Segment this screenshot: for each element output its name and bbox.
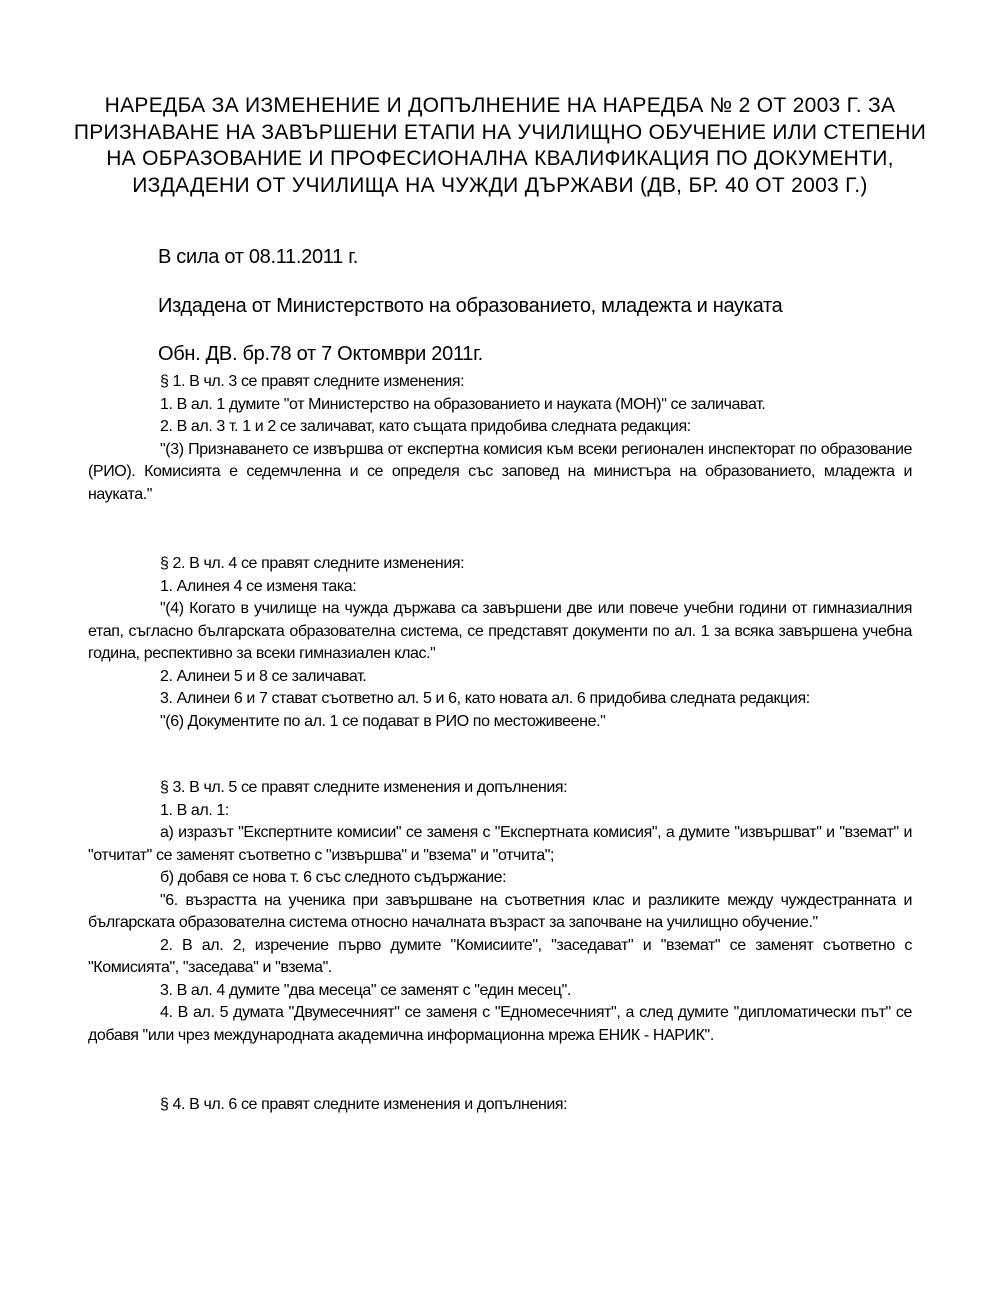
section-3-heading: § 3. В чл. 5 се правят следните изменения и допълнения: bbox=[160, 779, 568, 796]
section-3-quote: "6. възрастта на ученика при завършване на съответния клас и разликите между чуждестранната и българската образователна система относно началната възраст за започване на училищно обучение." bbox=[88, 891, 912, 931]
section-2-quote: "(4) Когато в училище на чужда държава са завършени две или повече учебни години от гимназиалния етап, съгласно българската образователна система, се представят документи по ал. 1 за всяка завършена учебна година, респективно за всеки гимназиален клас." bbox=[88, 600, 912, 662]
issuing-authority: Издадена от Министерството на образованието, младежта и науката bbox=[158, 295, 783, 317]
section-3-item-3: 3. В ал. 4 думите "два месеца" се заменят с "един месец". bbox=[160, 981, 571, 999]
spacer bbox=[88, 506, 912, 551]
document-title: НАРЕДБА ЗА ИЗМЕНЕНИЕ И ДОПЪЛНЕНИЕ НА НАРЕДБА № 2 ОТ 2003 Г. ЗА ПРИЗНАВАНЕ НА ЗАВЪРШЕНИ ЕТАПИ НА УЧИЛИЩНО ОБУЧЕНИЕ ИЛИ СТЕПЕНИ НА ОБРАЗОВАНИЕ И ПРОФЕСИОНАЛНА КВАЛИФИКАЦИЯ ПО ДОКУМЕНТИ, ИЗДАДЕНИ ОТ УЧИЛИЩА НА ЧУЖДИ ДЪРЖАВИ (ДВ, БР. 40 ОТ 2003 Г.) bbox=[73, 94, 927, 197]
section-3-item-1: 1. В ал. 1: bbox=[160, 801, 229, 819]
publication-info: Обн. ДВ. бр.78 от 7 Октомври 2011г. bbox=[158, 343, 483, 365]
in-force-date: В сила от 08.11.2011 г. bbox=[158, 246, 359, 268]
section-3-item-2: 2. В ал. 2, изречение първо думите "Комисиите", "заседават" и "вземат" се заменят съответно с "Комисията", "заседава" и "взема". bbox=[88, 936, 912, 976]
section-1-heading: § 1. В чл. 3 се правят следните изменения: bbox=[160, 373, 465, 390]
section-1-item-1: 1. В ал. 1 думите "от Министерство на образованието и науката (МОН)" се заличават. bbox=[160, 395, 766, 413]
section-2-item-3: 3. Алинеи 6 и 7 стават съответно ал. 5 и 6, като новата ал. 6 придобива следната редакция: bbox=[160, 690, 810, 707]
document-body bbox=[88, 371, 912, 1117]
spacer bbox=[88, 1047, 912, 1092]
section-3-item-4: 4. В ал. 5 думата "Двумесечният" се заменя с "Едномесечният", а след думите "дипломатически път" се добавя "или чрез международната академична информационна мрежа ЕНИК - НАРИК". bbox=[88, 1004, 912, 1044]
section-2-quote-6: "(6) Документите по ал. 1 се подават в РИО по местоживеене." bbox=[160, 712, 606, 730]
section-4-heading: § 4. В чл. 6 се правят следните изменения и допълнения: bbox=[160, 1096, 568, 1113]
section-1-quote: "(3) Признаването се извършва от експертна комисия към всеки регионален инспекторат по образование (РИО). Комисията е седемчленна и се определя със заповед на министъра на образованието, младежта и науката." bbox=[88, 440, 912, 503]
section-2-item-2: 2. Алинеи 5 и 8 се заличават. bbox=[160, 667, 367, 685]
section-3-item-1a: а) изразът "Експертните комисии" се заменя с "Експертната комисия", а думите "извършват" и "вземат" и "отчитат" се заменят съответно с "извършва" и "взема" и "отчита"; bbox=[88, 824, 912, 864]
section-2-heading: § 2. В чл. 4 се правят следните изменения: bbox=[160, 555, 465, 572]
section-1-item-2: 2. В ал. 3 т. 1 и 2 се заличават, като същата придобива следната редакция: bbox=[160, 418, 691, 435]
section-3-item-1b: б) добавя се нова т. 6 със следното съдържание: bbox=[160, 869, 507, 886]
spacer bbox=[88, 733, 912, 777]
section-2-item-1: 1. Алинея 4 се изменя така: bbox=[160, 577, 357, 595]
